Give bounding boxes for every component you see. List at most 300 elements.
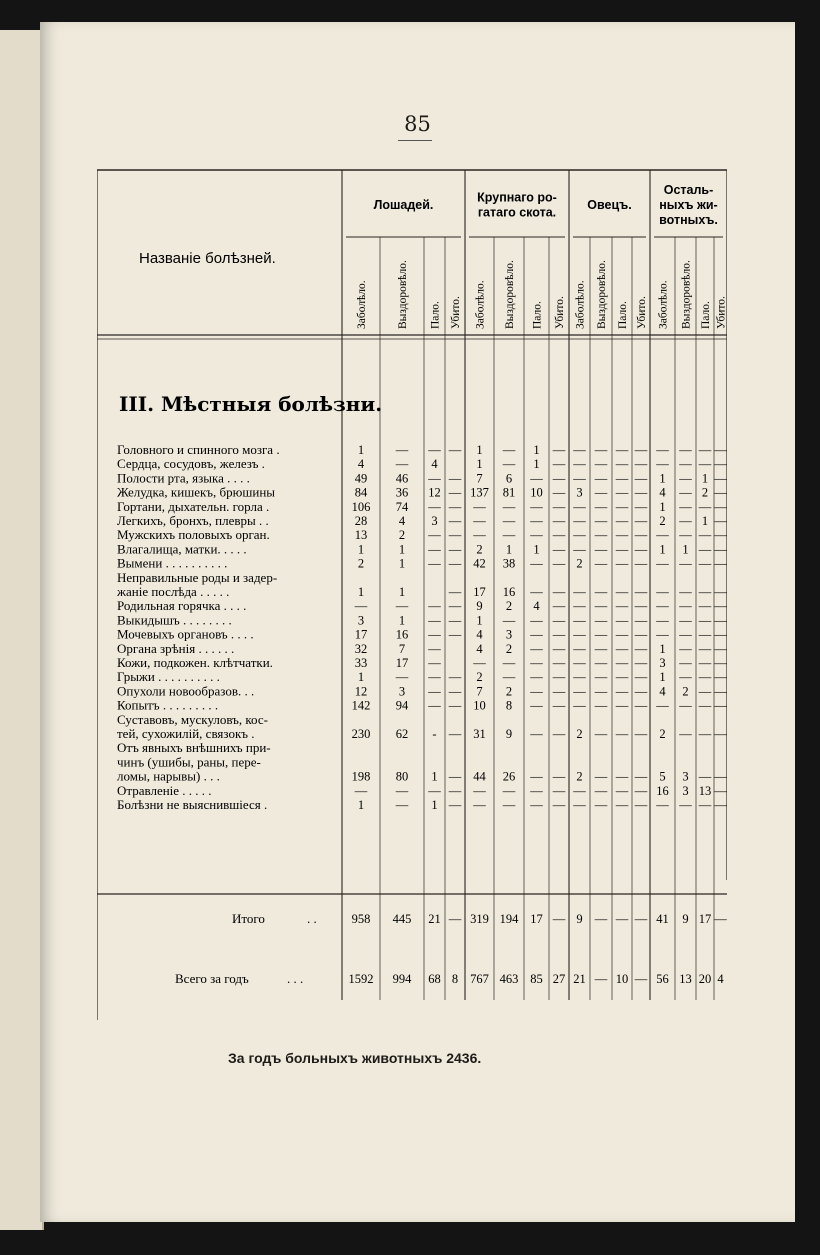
table-cell: — bbox=[428, 499, 441, 514]
table-cell: — bbox=[448, 585, 462, 599]
table-cell: — bbox=[428, 613, 441, 628]
table-cell: — bbox=[679, 471, 692, 486]
year-total-cell: — bbox=[594, 972, 608, 986]
table-cell: 1 bbox=[357, 443, 365, 457]
subcolumn-label: Пало. bbox=[531, 301, 544, 329]
year-total-cell: 767 bbox=[470, 972, 489, 986]
row-label: Желудка, кишекъ, брюшины bbox=[117, 484, 276, 500]
table-cell: — bbox=[552, 627, 566, 642]
group-label: Овецъ. bbox=[587, 198, 632, 212]
table-cell: — bbox=[615, 471, 629, 486]
table-cell: — bbox=[634, 485, 648, 500]
table-cell: — bbox=[679, 585, 692, 599]
table-cell: — bbox=[552, 499, 566, 514]
subcolumn-label: Пало. bbox=[617, 301, 629, 329]
table-cell: — bbox=[354, 783, 368, 798]
table-cell: 2 bbox=[659, 727, 666, 741]
table-cell: — bbox=[573, 698, 586, 713]
table-cell: — bbox=[594, 556, 608, 571]
subcolumn-label: Заболѣло. bbox=[474, 280, 487, 329]
table-cell: 26 bbox=[502, 769, 516, 784]
table-cell: — bbox=[634, 599, 648, 614]
table-cell: 2 bbox=[505, 599, 513, 614]
year-total-label: Всего за годъ bbox=[175, 971, 249, 986]
table-cell: — bbox=[448, 769, 462, 784]
table-cell: — bbox=[448, 670, 462, 685]
table-cell: 1 bbox=[682, 542, 689, 557]
table-cell: 2 bbox=[576, 556, 583, 571]
table-cell: — bbox=[698, 684, 712, 699]
table-cell: 33 bbox=[354, 656, 368, 670]
table-cell: 1 bbox=[476, 457, 483, 472]
table-cell: 17 bbox=[395, 656, 409, 670]
total-label: Итого bbox=[232, 911, 265, 926]
table-cell: — bbox=[634, 514, 648, 528]
table-cell: 1 bbox=[659, 471, 666, 486]
table-cell: — bbox=[656, 585, 669, 599]
table-cell: — bbox=[634, 499, 648, 514]
table-cell: — bbox=[448, 727, 462, 741]
table-cell: — bbox=[656, 627, 669, 642]
subcolumn-label: Выздоровѣло. bbox=[504, 260, 516, 329]
table-cell: — bbox=[502, 528, 516, 543]
table-cell: — bbox=[502, 457, 516, 472]
table-cell: - bbox=[432, 727, 437, 741]
subcolumn-label: Пало. bbox=[429, 301, 442, 329]
table-cell: — bbox=[594, 528, 608, 543]
table-cell: 2 bbox=[659, 514, 666, 528]
table-cell: — bbox=[679, 798, 692, 812]
table-cell: — bbox=[698, 670, 712, 685]
table-cell: — bbox=[448, 599, 462, 614]
table-cell: — bbox=[502, 783, 516, 798]
table-cell: 28 bbox=[354, 514, 368, 528]
table-cell: 42 bbox=[473, 556, 486, 571]
table-cell: — bbox=[634, 656, 648, 670]
table-cell: 3 bbox=[659, 656, 666, 670]
row-label: Мужскихъ половыхъ орган. bbox=[117, 527, 270, 543]
row-label: жаніе послѣда . . . . . bbox=[117, 584, 230, 599]
table-cell: — bbox=[714, 585, 727, 599]
table-cell: — bbox=[714, 599, 727, 614]
table-cell: — bbox=[615, 641, 629, 656]
total-cell: 21 bbox=[428, 912, 441, 926]
table-cell: 9 bbox=[505, 727, 513, 741]
table-cell: 16 bbox=[502, 585, 516, 599]
table-cell: 9 bbox=[476, 599, 483, 614]
table-cell: 106 bbox=[351, 499, 371, 514]
year-total-cell: 20 bbox=[698, 972, 712, 986]
table-cell: — bbox=[448, 528, 462, 543]
table-cell: 1 bbox=[533, 457, 540, 472]
group-label: вотныхъ. bbox=[659, 213, 718, 227]
row-label: ломы, нарывы) . . . bbox=[117, 768, 220, 784]
table-cell: — bbox=[714, 769, 727, 784]
table-cell: 1 bbox=[659, 499, 666, 514]
table-cell: — bbox=[552, 641, 566, 656]
table-cell: — bbox=[594, 798, 608, 812]
table-cell: — bbox=[552, 585, 566, 599]
table-cell: — bbox=[679, 457, 692, 472]
table-cell: — bbox=[714, 698, 727, 713]
table-cell: 2 bbox=[576, 727, 583, 741]
total-cell: 958 bbox=[351, 912, 371, 926]
table-cell: — bbox=[615, 656, 629, 670]
row-label: Родильная горячка . . . . bbox=[117, 598, 247, 614]
table-cell: 4 bbox=[476, 641, 483, 656]
table-cell: — bbox=[552, 528, 566, 543]
table-cell: — bbox=[594, 670, 608, 685]
table-cell: — bbox=[552, 798, 566, 812]
table-cell: 3 bbox=[576, 485, 583, 500]
year-total-cell: 56 bbox=[656, 972, 669, 986]
table-cell: — bbox=[473, 783, 486, 798]
table-cell: — bbox=[714, 443, 727, 457]
table-cell: — bbox=[530, 769, 543, 784]
table-cell: — bbox=[634, 443, 648, 457]
table-cell: — bbox=[395, 798, 409, 812]
table-cell: 1 bbox=[476, 443, 483, 457]
table-cell: — bbox=[594, 599, 608, 614]
document-page bbox=[40, 22, 795, 1222]
table-cell: — bbox=[573, 528, 586, 543]
table-cell: — bbox=[679, 599, 692, 614]
table-cell: — bbox=[428, 656, 441, 670]
table-cell: — bbox=[573, 627, 586, 642]
row-label: Отравленіе . . . . . bbox=[117, 782, 212, 798]
total-cell: 41 bbox=[656, 912, 669, 926]
table-cell: — bbox=[714, 727, 727, 741]
table-cell: — bbox=[530, 514, 543, 528]
table-cell: — bbox=[698, 698, 712, 713]
table-cell: — bbox=[428, 542, 441, 557]
table-cell: — bbox=[428, 627, 441, 642]
table-cell: 10 bbox=[530, 485, 543, 500]
year-total-cell: 4 bbox=[717, 972, 724, 986]
section-title: III. Мѣстныя болѣзни. bbox=[119, 392, 383, 416]
row-label: Неправильные роды и задер- bbox=[117, 569, 278, 585]
table-cell: — bbox=[530, 641, 543, 656]
table-cell: — bbox=[615, 485, 629, 500]
table-cell: — bbox=[698, 499, 712, 514]
table-cell: 1 bbox=[659, 670, 666, 685]
table-cell: — bbox=[615, 457, 629, 472]
year-total-cell: 68 bbox=[428, 972, 441, 986]
table-cell: — bbox=[679, 627, 692, 642]
table-cell: — bbox=[530, 528, 543, 543]
year-summary: За годъ больныхъ животныхъ 2436. bbox=[228, 1050, 482, 1066]
table-cell: — bbox=[573, 599, 586, 614]
table-cell: — bbox=[679, 670, 692, 685]
table-cell: — bbox=[594, 698, 608, 713]
table-cell: 1 bbox=[357, 542, 365, 557]
table-cell: — bbox=[656, 798, 669, 812]
table-cell: 7 bbox=[476, 471, 483, 486]
table-cell: — bbox=[395, 599, 409, 614]
year-total-dots: . . . bbox=[287, 971, 304, 986]
table-cell: 13 bbox=[354, 528, 368, 543]
table-cell: 8 bbox=[505, 698, 513, 713]
table-cell: — bbox=[634, 542, 648, 557]
table-cell: 2 bbox=[357, 556, 365, 571]
table-cell: — bbox=[634, 471, 648, 486]
subcolumn-label: Убито. bbox=[636, 296, 648, 329]
table-cell: — bbox=[679, 656, 692, 670]
table-cell: 31 bbox=[473, 727, 486, 741]
table-cell: — bbox=[448, 485, 462, 500]
subcolumn-label: Пало. bbox=[700, 301, 712, 329]
table-cell: — bbox=[698, 613, 712, 628]
subcolumn-label: Убито. bbox=[715, 296, 727, 329]
table-cell: — bbox=[698, 457, 712, 472]
row-label: Копытъ . . . . . . . . . bbox=[117, 697, 219, 713]
table-cell: — bbox=[395, 443, 409, 457]
group-label: Осталь- bbox=[663, 183, 714, 197]
table-cell: — bbox=[634, 698, 648, 713]
table-cell: — bbox=[448, 698, 462, 713]
table-cell: — bbox=[634, 783, 648, 798]
table-cell: — bbox=[679, 556, 692, 571]
previous-page-edge bbox=[0, 30, 44, 1230]
table-cell: — bbox=[428, 471, 441, 486]
table-cell: — bbox=[594, 471, 608, 486]
table-cell: 1 bbox=[533, 443, 540, 457]
subcolumn-label: Заболѣло. bbox=[657, 280, 670, 329]
table-cell: 10 bbox=[473, 698, 486, 713]
year-total-cell: 463 bbox=[499, 972, 519, 986]
table-cell: — bbox=[594, 613, 608, 628]
table-cell: — bbox=[530, 727, 543, 741]
table-cell: — bbox=[552, 698, 566, 713]
table-cell: — bbox=[698, 528, 712, 543]
table-cell: 12 bbox=[354, 684, 368, 699]
table-cell: — bbox=[530, 499, 543, 514]
table-cell: 198 bbox=[351, 769, 371, 784]
row-label: Головного и спинного мозга . bbox=[117, 442, 280, 457]
row-label: Вымени . . . . . . . . . . bbox=[117, 555, 228, 571]
table-cell: — bbox=[428, 698, 441, 713]
table-cell: 4 bbox=[659, 684, 666, 699]
table-cell: — bbox=[714, 684, 727, 699]
table-cell: — bbox=[552, 613, 566, 628]
table-cell: — bbox=[530, 798, 543, 812]
total-cell: — bbox=[634, 912, 648, 926]
table-cell: — bbox=[573, 641, 586, 656]
table-cell: — bbox=[573, 499, 586, 514]
table-cell: 2 bbox=[505, 684, 513, 699]
table-cell: — bbox=[615, 727, 629, 741]
row-label: Опухоли новообразов. . . bbox=[117, 683, 255, 699]
table-cell: 17 bbox=[354, 627, 368, 642]
table-cell: — bbox=[428, 641, 441, 656]
table-cell: 2 bbox=[576, 769, 583, 784]
table-cell: — bbox=[615, 443, 629, 457]
table-cell: 2 bbox=[398, 528, 406, 543]
table-cell: — bbox=[615, 613, 629, 628]
table-cell: 3 bbox=[398, 684, 406, 699]
table-cell: — bbox=[634, 528, 648, 543]
table-cell: — bbox=[714, 514, 727, 528]
table-cell: 7 bbox=[476, 684, 483, 699]
year-total-cell: 21 bbox=[573, 972, 586, 986]
table-cell: — bbox=[552, 556, 566, 571]
table-cell: — bbox=[552, 656, 566, 670]
table-cell: — bbox=[552, 783, 566, 798]
subcolumn-label: Убито. bbox=[450, 296, 462, 329]
row-label: чинъ (ушибы, раны, пере- bbox=[117, 754, 261, 770]
table-cell: 49 bbox=[354, 471, 368, 486]
total-cell: 9 bbox=[682, 912, 689, 926]
table-cell: — bbox=[594, 542, 608, 557]
table-cell: — bbox=[594, 641, 608, 656]
table-cell: — bbox=[594, 443, 608, 457]
table-cell: — bbox=[698, 585, 712, 599]
table-cell: 3 bbox=[431, 514, 438, 528]
table-cell: 38 bbox=[502, 556, 516, 571]
table-cell: — bbox=[615, 627, 629, 642]
table-cell: — bbox=[594, 457, 608, 472]
table-cell: 1 bbox=[398, 585, 406, 599]
table-cell: 1 bbox=[357, 798, 365, 812]
table-cell: — bbox=[552, 542, 566, 557]
table-cell: 13 bbox=[698, 783, 712, 798]
table-cell: — bbox=[502, 613, 516, 628]
table-cell: 1 bbox=[659, 542, 666, 557]
table-cell: — bbox=[448, 613, 462, 628]
table-cell: 4 bbox=[659, 485, 666, 500]
table-cell: — bbox=[473, 656, 486, 670]
table-cell: 230 bbox=[351, 727, 371, 741]
table-cell: — bbox=[448, 542, 462, 557]
table-cell: — bbox=[530, 684, 543, 699]
table-cell: — bbox=[714, 471, 727, 486]
table-cell: — bbox=[615, 599, 629, 614]
table-cell: 16 bbox=[656, 783, 669, 798]
table-cell: 2 bbox=[682, 684, 689, 699]
table-cell: 44 bbox=[473, 769, 486, 784]
table-cell: — bbox=[698, 641, 712, 656]
table-cell: 1 bbox=[701, 514, 709, 528]
table-cell: — bbox=[594, 514, 608, 528]
table-cell: — bbox=[634, 627, 648, 642]
table-cell: — bbox=[428, 528, 441, 543]
table-cell: 1 bbox=[357, 585, 365, 599]
table-cell: 2 bbox=[476, 670, 483, 685]
total-cell: 319 bbox=[470, 912, 489, 926]
table-cell: 4 bbox=[431, 457, 438, 472]
table-cell: — bbox=[679, 485, 692, 500]
table-cell: — bbox=[615, 798, 629, 812]
year-total-cell: 8 bbox=[451, 972, 459, 986]
row-label: Болѣзни не выяснившіеся . bbox=[117, 797, 268, 812]
table-cell: 1 bbox=[431, 769, 438, 784]
table-cell: — bbox=[615, 585, 629, 599]
table-cell: — bbox=[395, 670, 409, 685]
total-cell: — bbox=[714, 912, 727, 926]
table-cell: 6 bbox=[505, 471, 513, 486]
table-cell: — bbox=[634, 556, 648, 571]
table-cell: — bbox=[615, 542, 629, 557]
group-label: Лошадей. bbox=[373, 198, 434, 212]
table-cell: — bbox=[552, 769, 566, 784]
table-cell: — bbox=[679, 499, 692, 514]
table-cell: — bbox=[594, 656, 608, 670]
total-dots: . . bbox=[307, 911, 317, 926]
table-cell: — bbox=[698, 627, 712, 642]
table-cell: — bbox=[656, 443, 669, 457]
table-cell: — bbox=[428, 684, 441, 699]
table-cell: 1 bbox=[659, 641, 666, 656]
table-cell: 74 bbox=[395, 499, 409, 514]
table-cell: 142 bbox=[351, 698, 371, 713]
table-cell: — bbox=[714, 783, 727, 798]
table-cell: — bbox=[594, 727, 608, 741]
year-total-cell: 10 bbox=[615, 972, 629, 986]
table-cell: — bbox=[594, 485, 608, 500]
table-cell: 1 bbox=[431, 798, 438, 812]
table-cell: — bbox=[530, 783, 543, 798]
table-cell: — bbox=[634, 457, 648, 472]
table-cell: — bbox=[714, 499, 727, 514]
table-cell: — bbox=[448, 499, 462, 514]
table-cell: — bbox=[634, 613, 648, 628]
table-cell: — bbox=[502, 798, 516, 812]
table-cell: — bbox=[473, 514, 486, 528]
table-cell: — bbox=[502, 670, 516, 685]
table-cell: 4 bbox=[398, 514, 406, 528]
table-cell: — bbox=[428, 599, 441, 614]
page-number-underline bbox=[398, 140, 432, 141]
table-cell: — bbox=[679, 443, 692, 457]
table-cell: — bbox=[656, 599, 669, 614]
table-cell: — bbox=[530, 585, 543, 599]
table-cell: 3 bbox=[505, 627, 513, 642]
year-total-cell: 27 bbox=[552, 972, 566, 986]
table-cell: — bbox=[502, 443, 516, 457]
table-cell: — bbox=[679, 641, 692, 656]
table-cell: — bbox=[448, 783, 462, 798]
table-cell: — bbox=[448, 443, 462, 457]
table-cell: — bbox=[714, 528, 727, 543]
table-cell: — bbox=[698, 443, 712, 457]
subcolumn-label: Выздоровѣло. bbox=[680, 260, 693, 329]
table-cell: 16 bbox=[395, 627, 409, 642]
table-cell: — bbox=[502, 656, 516, 670]
table-cell: 4 bbox=[357, 457, 365, 472]
table-cell: 1 bbox=[357, 670, 365, 685]
row-label: Органа зрѣнія . . . . . . bbox=[117, 640, 235, 656]
total-cell: 17 bbox=[698, 912, 712, 926]
table-cell: — bbox=[552, 670, 566, 685]
table-cell: — bbox=[573, 457, 586, 472]
subcolumn-label: Заболѣло. bbox=[356, 280, 368, 329]
table-cell: — bbox=[656, 613, 669, 628]
row-label: Влагалища, матки. . . . . bbox=[117, 541, 247, 557]
page-number: 85 bbox=[404, 112, 431, 136]
table-cell: — bbox=[552, 684, 566, 699]
table-cell: — bbox=[502, 499, 516, 514]
row-label: Сердца, сосудовъ, железъ . bbox=[117, 456, 265, 472]
table-cell: — bbox=[502, 514, 516, 528]
table-cell: — bbox=[656, 457, 669, 472]
table-cell: — bbox=[698, 769, 712, 784]
table-cell: — bbox=[714, 656, 727, 670]
table-cell: 12 bbox=[428, 485, 441, 500]
table-cell: — bbox=[530, 656, 543, 670]
table-cell: — bbox=[615, 670, 629, 685]
group-label: ныхъ жи- bbox=[659, 198, 718, 212]
table-cell: 36 bbox=[395, 485, 409, 500]
